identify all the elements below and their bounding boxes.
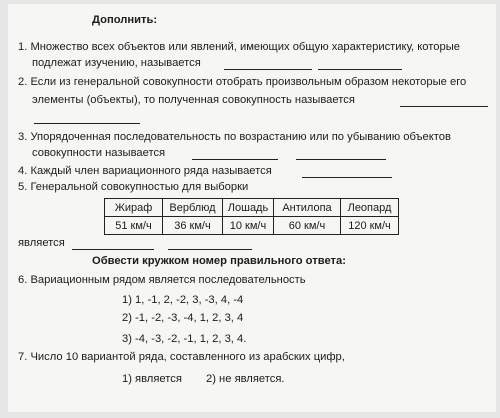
option-1: 1) 1, -1, 2, -2, 3, -3, 4, -4 — [122, 294, 244, 306]
option-2: 2) -1, -2, -3, -4, 1, 2, 3, 4 — [122, 312, 244, 324]
section-title: Дополнить: — [92, 14, 158, 26]
worksheet — [8, 4, 496, 412]
table-header-cell: Лошадь — [223, 199, 274, 217]
answer-blank — [318, 69, 402, 70]
table-header-cell: Леопард — [341, 199, 399, 217]
table-cell: 51 км/ч — [105, 217, 163, 235]
table-header-cell: Жираф — [105, 199, 163, 217]
table-row — [105, 217, 399, 235]
table-cell: 10 км/ч — [223, 217, 274, 235]
option-1: 1) является — [122, 373, 182, 385]
question-3-line-1: 3. Упорядоченная последовательность по возрастанию или по убыванию объектов — [18, 131, 451, 143]
answer-blank — [168, 249, 252, 250]
answer-blank — [34, 123, 140, 124]
question-1-line-2: подлежат изучению, называется — [32, 57, 201, 69]
table-header-cell: Верблюд — [163, 199, 223, 217]
instruction-heading: Обвести кружком номер правильного ответа: — [92, 255, 346, 267]
question-2-line-2: элементы (объекты), то полученная совокупность называется — [32, 94, 355, 106]
table-cell: 36 км/ч — [163, 217, 223, 235]
question-5-after: является — [18, 237, 65, 249]
question-6: 6. Вариационным рядом является последовательность — [18, 274, 306, 286]
answer-blank — [72, 249, 154, 250]
option-2: 2) не является. — [206, 373, 285, 385]
question-4: 4. Каждый член вариационного ряда называется — [18, 165, 272, 177]
table-header-row — [105, 199, 399, 217]
question-2-line-1: 2. Если из генеральной совокупности отобрать произвольным образом некоторые его — [18, 76, 467, 88]
question-1-line-1: 1. Множество всех объектов или явлений, имеющих общую характеристику, которые — [18, 41, 460, 53]
table-cell: 60 км/ч — [274, 217, 341, 235]
answer-blank — [400, 106, 488, 107]
answer-blank — [192, 159, 278, 160]
question-3-line-2: совокупности называется — [32, 147, 166, 159]
answer-blank — [224, 69, 312, 70]
answer-blank — [302, 177, 392, 178]
question-7: 7. Число 10 вариантой ряда, составленного из арабских цифр, — [18, 351, 345, 363]
option-3: 3) -4, -3, -2, -1, 1, 2, 3, 4. — [122, 333, 247, 345]
question-5: 5. Генеральной совокупностью для выборки — [18, 181, 249, 193]
answer-blank — [296, 159, 386, 160]
table-cell: 120 км/ч — [341, 217, 399, 235]
speed-table — [104, 198, 399, 235]
table-header-cell: Антилопа — [274, 199, 341, 217]
